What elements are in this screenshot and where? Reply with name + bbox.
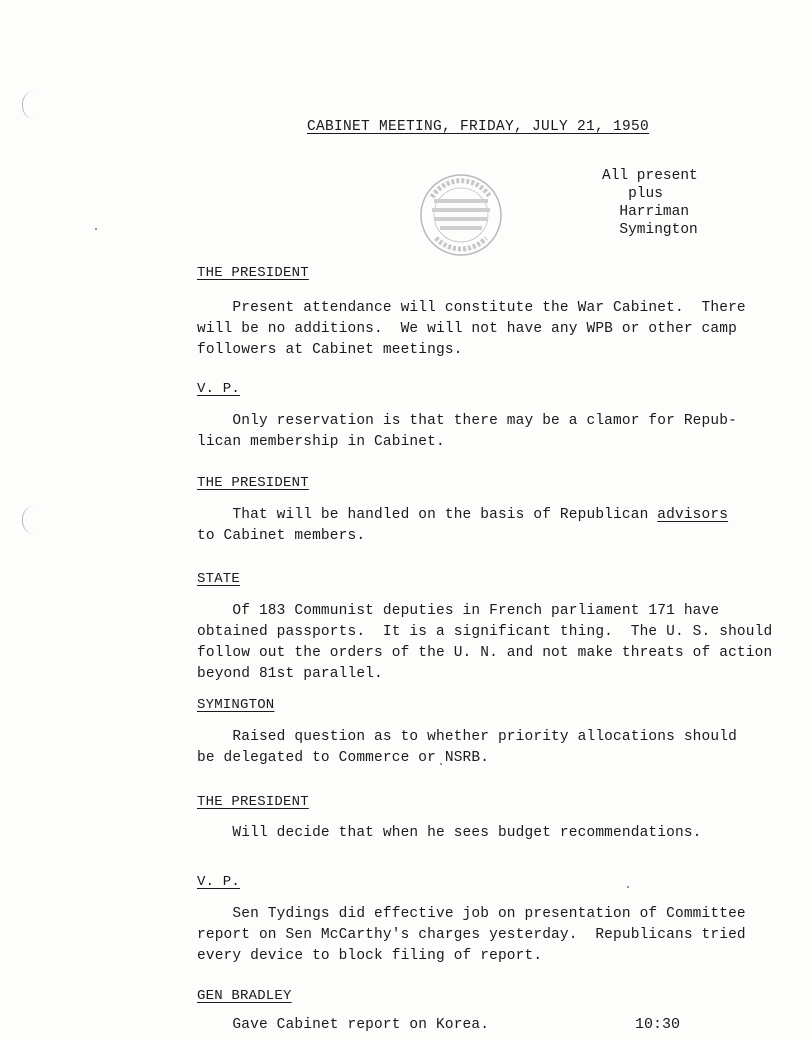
text-line: Will decide that when he sees budget recommendations. [197, 825, 702, 841]
text-line: follow out the orders of the U. N. and not make threats of action [197, 645, 773, 661]
text-line: Only reservation is that there may be a clamor for Repub- [197, 413, 737, 429]
section-text [197, 727, 757, 769]
text-line: Of 183 Communist deputies in French parliament 171 have [197, 603, 720, 619]
text-line: Present attendance will constitute the War Cabinet. There [197, 300, 746, 316]
section-text [197, 823, 757, 844]
speaker-heading: SYMINGTON [197, 697, 275, 713]
attendance-line-3: Harriman [619, 204, 690, 220]
text-line: be delegated to Commerce or NSRB. [197, 750, 490, 766]
speaker-heading: THE PRESIDENT [197, 475, 309, 491]
section-text [197, 298, 757, 361]
section-text [197, 601, 773, 685]
page-title: CABINET MEETING, FRIDAY, JULY 21, 1950 [307, 119, 650, 135]
section-text [197, 505, 757, 547]
text-line: to Cabinet members. [197, 528, 366, 544]
text-line: Sen Tydings did effective job on presentation of Committee [197, 906, 746, 922]
time-note: 10:30 [635, 1016, 681, 1033]
text-line: lican membership in Cabinet. [197, 434, 445, 450]
text-line: every device to block filing of report. [197, 948, 543, 964]
attendance-line-4: Symington [619, 222, 698, 238]
underlined-word: advisors [657, 507, 729, 523]
text-line: Raised question as to whether priority allocations should [197, 729, 737, 745]
attendance-line-2: plus [628, 186, 663, 202]
archive-stamp [418, 172, 504, 258]
punch-hole-top [22, 90, 37, 120]
section-text [197, 411, 757, 453]
speaker-heading: V. P. [197, 874, 241, 890]
speck [627, 886, 629, 888]
attendance-line-1: All present [602, 168, 698, 184]
text-line: report on Sen McCarthy's charges yesterday. Republicans tried [197, 927, 746, 943]
speaker-heading: THE PRESIDENT [197, 794, 309, 810]
speaker-heading: V. P. [197, 381, 241, 397]
text-line: That will be handled on the basis of Republican [197, 507, 658, 523]
speaker-heading: GEN BRADLEY [197, 988, 292, 1004]
section-text [197, 904, 757, 967]
speaker-heading: THE PRESIDENT [197, 265, 309, 281]
text-line: beyond 81st parallel. [197, 666, 383, 682]
text-line: Gave Cabinet report on Korea. [197, 1017, 490, 1033]
attendance-note [602, 167, 698, 239]
punch-hole-middle [22, 505, 37, 535]
speck [95, 228, 97, 230]
text-line: followers at Cabinet meetings. [197, 342, 463, 358]
text-line: obtained passports. It is a significant thing. The U. S. should [197, 624, 773, 640]
speaker-heading: STATE [197, 571, 241, 587]
text-line: will be no additions. We will not have any WPB or other camp [197, 321, 737, 337]
